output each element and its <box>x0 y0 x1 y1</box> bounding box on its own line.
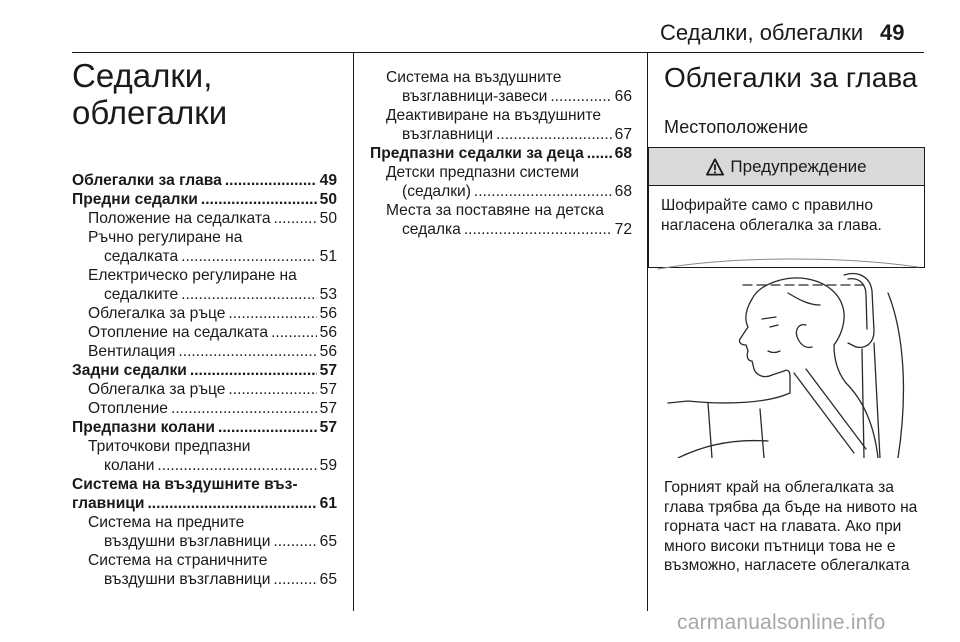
toc-entry[interactable] <box>72 285 337 304</box>
body-text-line: много високи пътници това не е <box>664 537 896 555</box>
toc-entry[interactable] <box>72 190 337 209</box>
toc-entry-label: Предпазни седалки за деца <box>370 145 584 162</box>
toc-entry[interactable] <box>72 361 337 380</box>
toc-entry[interactable] <box>370 87 632 106</box>
toc-entry[interactable] <box>72 304 337 323</box>
toc-page-number: 66 <box>614 88 632 105</box>
toc-entry[interactable] <box>72 494 337 513</box>
toc-entry-label: Облегалка за ръце <box>88 381 226 398</box>
toc-entry-label: Система на въздушните въз- <box>72 476 298 493</box>
toc-page-number: 53 <box>319 286 337 303</box>
column-separator-left <box>353 53 354 611</box>
warning-text-line: Шофирайте само с правилно <box>661 197 874 214</box>
toc-entry-label: колани <box>104 457 155 474</box>
toc-entry-label: Деактивиране на въздушните <box>386 107 602 124</box>
body-text-line: Горният край на облегалката за <box>664 479 894 496</box>
toc-page-number: 56 <box>319 343 337 360</box>
toc-leader-dots <box>190 361 317 380</box>
toc-page-number: 56 <box>319 305 337 322</box>
toc-leader-dots <box>181 285 316 304</box>
toc-page-number: 68 <box>614 183 632 200</box>
warning-text-line: нагласена облегалка за глава. <box>661 217 882 234</box>
toc-page-number: 61 <box>319 495 337 512</box>
toc-leader-dots <box>157 456 316 475</box>
toc-page-number: 57 <box>319 362 337 379</box>
toc-entry[interactable] <box>72 380 337 399</box>
toc-page-number: 50 <box>319 210 337 227</box>
toc-page-number: 67 <box>614 126 632 143</box>
toc-entry-label: Система на въздушните <box>386 69 562 86</box>
toc-entry-label: седалките <box>104 286 179 303</box>
toc-leader-dots <box>273 532 316 551</box>
toc-leader-dots <box>271 323 317 342</box>
toc-entry-label: Облегалки за глава <box>72 172 222 189</box>
toc-page-number: 65 <box>319 533 337 550</box>
toc-entry-label: Места за поставяне на детска <box>386 202 604 219</box>
toc-entry-label: (седалки) <box>402 183 471 200</box>
toc-entry-label: възглавници-завеси <box>402 88 548 105</box>
toc-page-number: 57 <box>319 400 337 417</box>
toc-entry-label: Ръчно регулиране на <box>88 229 243 246</box>
toc-entry-label: Предни седалки <box>72 191 198 208</box>
toc-page-number: 65 <box>319 571 337 588</box>
toc-page-number: 50 <box>319 191 337 208</box>
toc-entry-label: въздушни възглавници <box>104 533 271 550</box>
section-title-line: облегалки <box>72 94 228 131</box>
toc-entry-label: Електрическо регулиране на <box>88 267 297 284</box>
toc-entry[interactable] <box>370 182 632 201</box>
toc-entry-label: въздушни възглавници <box>104 571 271 588</box>
toc-entry[interactable] <box>72 323 337 342</box>
toc-entry[interactable] <box>72 247 337 266</box>
warning-body <box>649 186 924 236</box>
warning-header <box>649 148 924 186</box>
toc-entry[interactable] <box>370 220 632 239</box>
toc-entry-label: Отопление <box>88 400 168 417</box>
toc-entry[interactable] <box>72 171 337 190</box>
toc-leader-dots <box>274 209 317 228</box>
toc-leader-dots <box>171 399 317 418</box>
body-text <box>664 478 924 576</box>
toc-entry-label: Вентилация <box>88 343 176 360</box>
toc-leader-dots <box>464 220 612 239</box>
toc-entry-label: Задни седалки <box>72 362 187 379</box>
watermark: carmanualsonline.info <box>677 611 886 634</box>
toc-leader-dots <box>201 190 317 209</box>
toc-page-number: 57 <box>319 419 337 436</box>
warning-heading: Предупреждение <box>730 156 867 176</box>
toc-entry-label: главници <box>72 495 145 512</box>
section-title <box>72 57 352 131</box>
body-text-line: възможно, нагласете облегалката <box>664 557 910 574</box>
toc-entry[interactable] <box>72 209 337 228</box>
right-section-title: Облегалки за глава <box>664 62 918 93</box>
header-rule <box>72 52 924 53</box>
warning-box <box>648 147 925 268</box>
toc-entry[interactable] <box>72 342 337 361</box>
toc-page-number: 56 <box>319 324 337 341</box>
toc-entry-label: Отопление на седалката <box>88 324 269 341</box>
toc-entry-label: Система на страничните <box>88 552 268 569</box>
toc-entry-label: Триточкови предпазни <box>88 438 251 455</box>
toc-entry-label: седалката <box>104 248 179 265</box>
toc-leader-dots <box>228 304 316 323</box>
toc-entry[interactable] <box>72 456 337 475</box>
toc-page-number: 51 <box>319 248 337 265</box>
toc-entry[interactable] <box>370 144 632 163</box>
toc-entry[interactable] <box>72 570 337 589</box>
toc-leader-dots <box>496 125 612 144</box>
toc-page-number: 59 <box>319 457 337 474</box>
section-title-line: Седалки, <box>72 57 213 94</box>
toc-leader-dots <box>225 171 317 190</box>
right-subtitle: Местоположение <box>664 117 809 137</box>
toc-leader-dots <box>550 87 611 106</box>
driver-head-restraint-illustration <box>648 253 926 458</box>
toc-entry[interactable] <box>370 125 632 144</box>
toc-leader-dots <box>181 247 317 266</box>
toc-entry[interactable] <box>72 418 337 437</box>
toc-page-number: 49 <box>319 172 337 189</box>
body-text-line: горната част на главата. Ако при <box>664 518 902 535</box>
toc-leader-dots <box>228 380 316 399</box>
body-text-line: глава трябва да бъде на нивото на <box>664 498 918 516</box>
toc-page-number: 68 <box>614 145 632 162</box>
toc-entry[interactable] <box>72 532 337 551</box>
toc-leader-dots <box>218 418 317 437</box>
toc-page-number: 72 <box>614 221 632 238</box>
toc-entry-label: Система на предните <box>88 514 245 531</box>
toc-entry-label: Облегалка за ръце <box>88 305 226 322</box>
toc-left <box>72 171 337 589</box>
toc-leader-dots <box>474 182 612 201</box>
toc-entry-label: Детски предпазни системи <box>386 164 580 181</box>
toc-entry-label: Положение на седалката <box>88 210 271 227</box>
toc-leader-dots <box>147 494 316 513</box>
toc-entry[interactable] <box>72 399 337 418</box>
warning-triangle-icon <box>706 158 724 176</box>
toc-leader-dots <box>587 144 612 163</box>
toc-entry-label: възглавници <box>402 126 494 143</box>
toc-middle <box>370 68 632 239</box>
page-number: 49 <box>880 20 905 45</box>
toc-leader-dots <box>178 342 316 361</box>
page-header-title: Седалки, облегалки <box>660 20 864 45</box>
toc-leader-dots <box>273 570 316 589</box>
toc-page-number: 57 <box>319 381 337 398</box>
toc-entry-label: седалка <box>402 221 461 238</box>
toc-entry-label: Предпазни колани <box>72 419 215 436</box>
